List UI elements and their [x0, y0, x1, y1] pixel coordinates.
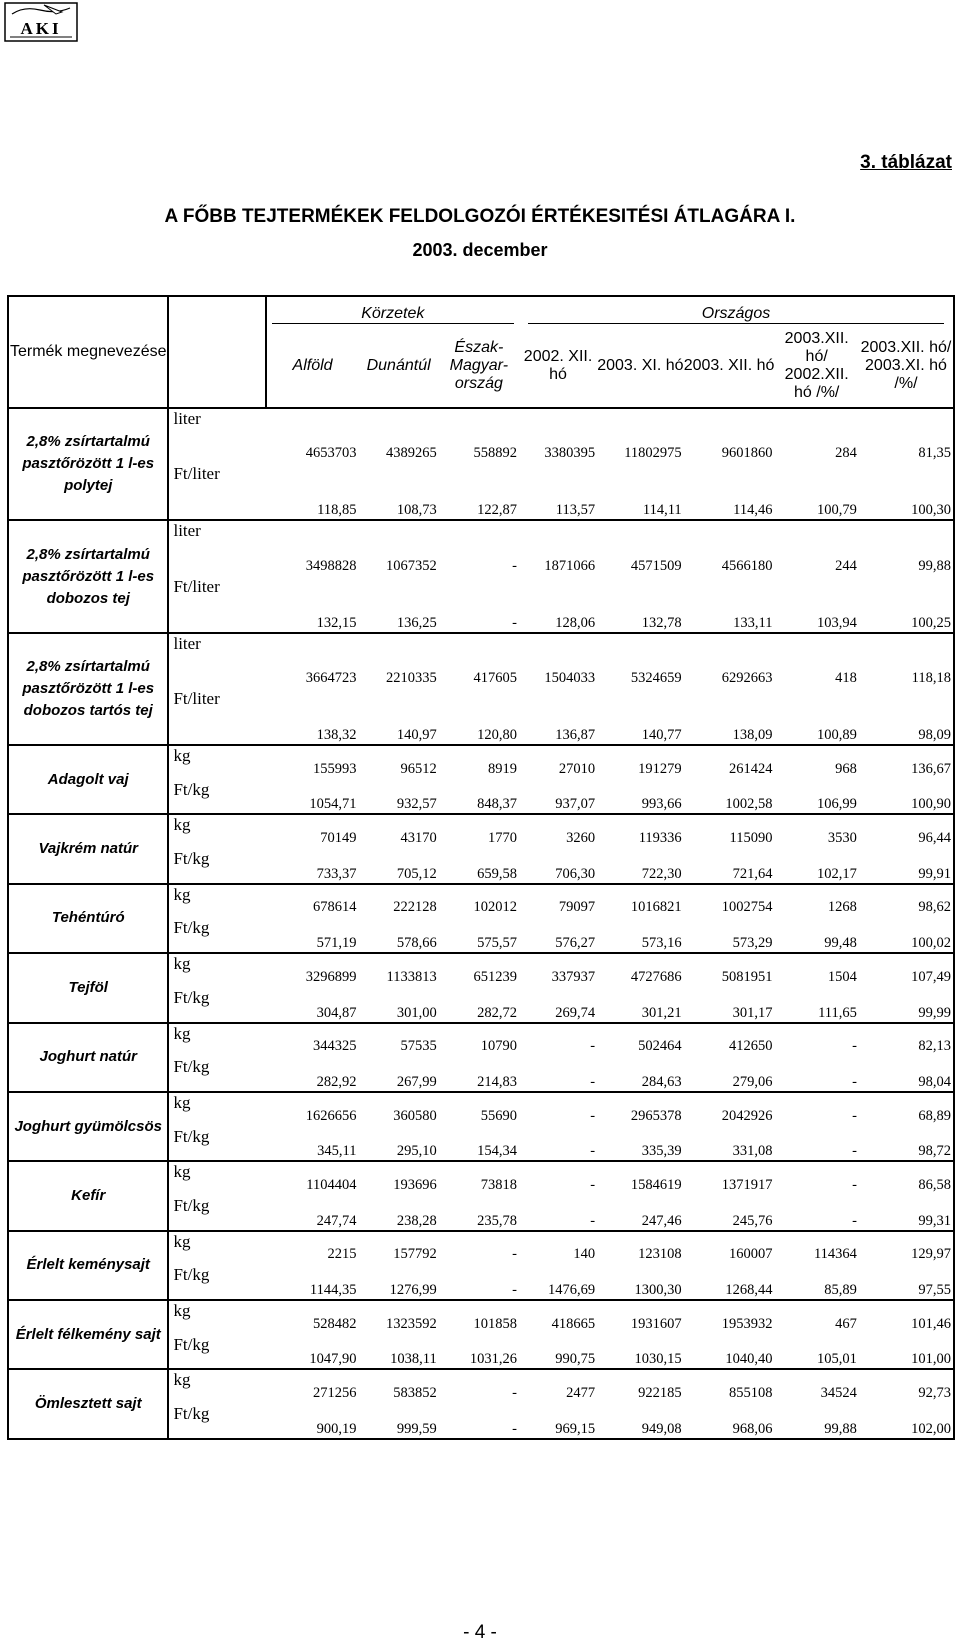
value-cell: 855108 [728, 1385, 773, 1402]
unit-cell: kg [173, 1301, 191, 1321]
value-cell: 573,16 [597, 918, 684, 953]
table-label: 3. táblázat [860, 152, 952, 173]
value-cell: 8919 [487, 760, 517, 777]
value-cell: 1626656 [305, 1107, 357, 1124]
value-cell: 214,83 [439, 1057, 519, 1092]
value-cell: 284 [835, 445, 857, 462]
table-row [8, 1369, 954, 1404]
value-cell: 1030,15 [597, 1335, 684, 1370]
value-cell: 721,64 [684, 849, 775, 884]
unit-cell: kg [173, 884, 191, 904]
product-name: Ömlesztett sajt [8, 1369, 168, 1439]
header-group-national: Országos [519, 296, 954, 324]
value-cell: 1054,71 [266, 780, 359, 815]
value-cell: 733,37 [266, 849, 359, 884]
value-cell: 118,18 [859, 633, 954, 689]
value-cell: 140 [573, 1246, 596, 1263]
value-cell: - [439, 1404, 519, 1439]
value-cell: 105,01 [774, 1335, 858, 1370]
table-row [8, 1300, 954, 1335]
value-cell: 98,04 [859, 1057, 954, 1092]
header-group-regions: Körzetek [266, 296, 519, 324]
value-cell: 1038,11 [359, 1335, 439, 1370]
table-row [8, 1023, 954, 1058]
value-cell: 2965378 [630, 1107, 682, 1124]
value-cell: 937,07 [519, 780, 597, 815]
value-cell: 160007 [728, 1246, 773, 1263]
product-name: Joghurt natúr [8, 1023, 168, 1092]
value-cell: 245,76 [684, 1196, 775, 1231]
value-cell: 133,11 [684, 577, 775, 633]
value-cell: 70149 [320, 830, 357, 847]
value-cell: 282,72 [439, 988, 519, 1023]
table-row [8, 953, 954, 988]
column-header: Dunántúl [359, 324, 439, 408]
unit-cell: Ft/kg [168, 918, 265, 953]
value-cell: 97,55 [859, 1265, 954, 1300]
value-cell: 129,97 [859, 1231, 954, 1266]
table-row [8, 520, 954, 576]
value-cell: 418665 [551, 1315, 596, 1332]
unit-cell: Ft/liter [168, 464, 265, 520]
unit-cell: kg [173, 1023, 191, 1043]
value-cell: 1584619 [630, 1176, 682, 1193]
value-cell: 1031,26 [439, 1335, 519, 1370]
value-cell: 3380395 [544, 445, 596, 462]
value-cell: 1953932 [721, 1315, 773, 1332]
value-cell: 5081951 [721, 968, 773, 985]
value-cell: 706,30 [519, 849, 597, 884]
value-cell: 1300,30 [597, 1265, 684, 1300]
value-cell: - [512, 557, 517, 574]
unit-cell: kg [173, 954, 191, 974]
column-header: 2003. XI. hó [597, 324, 684, 408]
value-cell: 2042926 [721, 1107, 773, 1124]
table-row [8, 884, 954, 919]
value-cell: 576,27 [519, 918, 597, 953]
unit-cell: Ft/kg [168, 849, 265, 884]
value-cell: 57535 [400, 1038, 437, 1055]
value-cell: - [774, 1127, 858, 1162]
column-header: 2002. XII. hó [519, 324, 597, 408]
value-cell: 111,65 [774, 988, 858, 1023]
value-cell: 1002754 [721, 899, 773, 916]
value-cell: 1476,69 [519, 1265, 597, 1300]
value-cell: 467 [835, 1315, 857, 1332]
value-cell: 417605 [473, 669, 517, 686]
value-cell: 583852 [393, 1385, 437, 1402]
column-header: 2003.XII. hó/ 2003.XI. hó /%/ [859, 324, 954, 408]
table-row [8, 633, 954, 689]
value-cell: 100,25 [859, 577, 954, 633]
value-cell: 9601860 [721, 445, 773, 462]
value-cell: 222128 [393, 899, 437, 916]
column-header: Alföld [266, 324, 359, 408]
value-cell: 999,59 [359, 1404, 439, 1439]
unit-cell: Ft/kg [168, 1127, 265, 1162]
unit-cell: kg [173, 1092, 191, 1112]
product-name: Tehéntúró [8, 884, 168, 953]
unit-cell: Ft/kg [168, 1404, 265, 1439]
value-cell: 101,46 [859, 1300, 954, 1335]
value-cell: 1504 [827, 968, 857, 985]
value-cell: 269,74 [519, 988, 597, 1023]
unit-cell: kg [173, 1162, 191, 1182]
value-cell: - [852, 1038, 857, 1055]
product-name: 2,8% zsírtartalmú pasztőrözött 1 l-es polytej [8, 408, 168, 520]
value-cell: - [852, 1107, 857, 1124]
value-cell: 34524 [820, 1385, 857, 1402]
value-cell: 122,87 [439, 464, 519, 520]
table-row [8, 1161, 954, 1196]
column-header: 2003. XII. hó [684, 324, 775, 408]
value-cell: 284,63 [597, 1057, 684, 1092]
header-product: Termék megnevezése [8, 296, 168, 408]
value-cell: 193696 [393, 1176, 437, 1193]
value-cell: 2210335 [385, 669, 437, 686]
page-title: A FŐBB TEJTERMÉKEK FELDOLGOZÓI ÉRTÉKESITÉSI ÁTLAGÁRA I. [164, 206, 796, 227]
value-cell: 238,28 [359, 1196, 439, 1231]
value-cell: 136,25 [359, 577, 439, 633]
product-name: Tejföl [8, 953, 168, 1022]
unit-cell: kg [173, 1370, 191, 1390]
value-cell: 136,87 [519, 689, 597, 745]
value-cell: 27010 [558, 760, 596, 777]
unit-cell: kg [173, 746, 191, 766]
value-cell: 578,66 [359, 918, 439, 953]
value-cell: 345,11 [266, 1127, 359, 1162]
value-cell: 155993 [313, 760, 357, 777]
unit-cell: Ft/kg [168, 1057, 265, 1092]
value-cell: 705,12 [359, 849, 439, 884]
value-cell: 103,94 [774, 577, 858, 633]
column-header: 2003.XII. hó/ 2002.XII. hó /%/ [774, 324, 858, 408]
value-cell: 932,57 [359, 780, 439, 815]
price-table [7, 295, 955, 1440]
value-cell: 79097 [558, 899, 596, 916]
value-cell: 86,58 [859, 1161, 954, 1196]
value-cell: 119336 [638, 830, 682, 847]
value-cell: 82,13 [859, 1023, 954, 1058]
unit-cell: liter [173, 521, 201, 541]
value-cell: 1871066 [544, 557, 596, 574]
value-cell: 4653703 [305, 445, 357, 462]
value-cell: 969,15 [519, 1404, 597, 1439]
value-cell: 100,30 [859, 464, 954, 520]
value-cell: - [590, 1176, 596, 1193]
value-cell: 1371917 [721, 1176, 773, 1193]
value-cell: 993,66 [597, 780, 684, 815]
value-cell: 344325 [313, 1038, 357, 1055]
product-name: Vajkrém natúr [8, 814, 168, 883]
value-cell: 659,58 [439, 849, 519, 884]
page-number: - 4 - [463, 1622, 497, 1643]
unit-cell: Ft/liter [168, 577, 265, 633]
value-cell: 1931607 [630, 1315, 682, 1332]
unit-cell: Ft/liter [168, 689, 265, 745]
value-cell: 1276,99 [359, 1265, 439, 1300]
value-cell: 107,49 [859, 953, 954, 988]
value-cell: 502464 [638, 1038, 682, 1055]
value-cell: 101,00 [859, 1335, 954, 1370]
value-cell: 120,80 [439, 689, 519, 745]
product-name: Adagolt vaj [8, 745, 168, 814]
value-cell: - [590, 1107, 596, 1124]
product-name: 2,8% zsírtartalmú pasztőrözött 1 l-es dobozos tartós tej [8, 633, 168, 745]
product-name: Kefír [8, 1161, 168, 1230]
value-cell: 282,92 [266, 1057, 359, 1092]
value-cell: 558892 [473, 445, 517, 462]
value-cell: 1770 [487, 830, 517, 847]
value-cell: 138,32 [266, 689, 359, 745]
unit-cell: kg [173, 815, 191, 835]
value-cell: 118,85 [266, 464, 359, 520]
value-cell: 136,67 [859, 745, 954, 780]
product-name: Érlelt keménysajt [8, 1231, 168, 1300]
value-cell: 98,72 [859, 1127, 954, 1162]
value-cell: 6292663 [721, 669, 773, 686]
value-cell: 261424 [728, 760, 773, 777]
value-cell: 1268 [827, 899, 857, 916]
value-cell: - [774, 1196, 858, 1231]
value-cell: 68,89 [859, 1092, 954, 1127]
value-cell: 10790 [480, 1038, 517, 1055]
value-cell: 304,87 [266, 988, 359, 1023]
value-cell: - [439, 577, 519, 633]
value-cell: 154,34 [439, 1127, 519, 1162]
table-row [8, 814, 954, 849]
value-cell: 114364 [813, 1246, 857, 1263]
value-cell: 575,57 [439, 918, 519, 953]
value-cell: 102,00 [859, 1404, 954, 1439]
value-cell: 140,77 [597, 689, 684, 745]
value-cell: 848,37 [439, 780, 519, 815]
value-cell: 3296899 [305, 968, 357, 985]
value-cell: 102012 [473, 899, 517, 916]
value-cell: 4571509 [630, 557, 682, 574]
value-cell: 85,89 [774, 1265, 858, 1300]
value-cell: 92,73 [859, 1369, 954, 1404]
product-name: Érlelt félkemény sajt [8, 1300, 168, 1369]
value-cell: - [439, 1265, 519, 1300]
value-cell: 3498828 [305, 557, 357, 574]
unit-cell: liter [173, 633, 201, 653]
value-cell: 573,29 [684, 918, 775, 953]
value-cell: 949,08 [597, 1404, 684, 1439]
value-cell: 132,78 [597, 577, 684, 633]
value-cell: 4566180 [721, 557, 773, 574]
table-row [8, 1231, 954, 1266]
value-cell: 922185 [638, 1385, 682, 1402]
value-cell: 114,11 [597, 464, 684, 520]
table-row [8, 745, 954, 780]
value-cell: 123108 [638, 1246, 682, 1263]
value-cell: 100,89 [774, 689, 858, 745]
product-name: 2,8% zsírtartalmú pasztőrözött 1 l-es dobozos tej [8, 520, 168, 632]
value-cell: 528482 [313, 1315, 357, 1332]
value-cell: 900,19 [266, 1404, 359, 1439]
value-cell: 235,78 [439, 1196, 519, 1231]
unit-cell: liter [173, 409, 201, 428]
value-cell: 100,02 [859, 918, 954, 953]
value-cell: 412650 [728, 1038, 773, 1055]
value-cell: 73818 [480, 1176, 517, 1193]
value-cell: 1504033 [544, 669, 596, 686]
value-cell: 99,88 [859, 520, 954, 576]
value-cell: 295,10 [359, 1127, 439, 1162]
value-cell: 113,57 [519, 464, 597, 520]
value-cell: - [852, 1176, 857, 1193]
value-cell: 331,08 [684, 1127, 775, 1162]
product-name: Joghurt gyümölcsös [8, 1092, 168, 1161]
value-cell: 418 [835, 669, 857, 686]
unit-cell: Ft/kg [168, 1196, 265, 1231]
value-cell: 571,19 [266, 918, 359, 953]
value-cell: 106,99 [774, 780, 858, 815]
value-cell: 100,90 [859, 780, 954, 815]
unit-cell: kg [173, 1231, 191, 1251]
value-cell: 55690 [480, 1107, 517, 1124]
value-cell: 651239 [473, 968, 517, 985]
value-cell: - [519, 1127, 597, 1162]
unit-cell: Ft/kg [168, 1335, 265, 1370]
value-cell: - [519, 1057, 597, 1092]
table-row [8, 408, 954, 464]
value-cell: 99,88 [774, 1404, 858, 1439]
value-cell: 3530 [827, 830, 857, 847]
value-cell: 191279 [638, 760, 682, 777]
value-cell: - [774, 1057, 858, 1092]
value-cell: 279,06 [684, 1057, 775, 1092]
value-cell: 247,46 [597, 1196, 684, 1231]
table-row [8, 1092, 954, 1127]
value-cell: 360580 [393, 1107, 437, 1124]
value-cell: 1067352 [385, 557, 437, 574]
value-cell: 2477 [566, 1385, 596, 1402]
value-cell: 98,62 [859, 884, 954, 919]
value-cell: 99,99 [859, 988, 954, 1023]
value-cell: 96512 [400, 760, 437, 777]
value-cell: 244 [835, 557, 857, 574]
aki-logo [4, 2, 78, 42]
unit-cell: Ft/kg [168, 988, 265, 1023]
value-cell: 3260 [566, 830, 596, 847]
value-cell: 11802975 [624, 445, 682, 462]
value-cell: 1016821 [630, 899, 682, 916]
value-cell: 100,79 [774, 464, 858, 520]
value-cell: 99,31 [859, 1196, 954, 1231]
value-cell: - [512, 1385, 517, 1402]
value-cell: 1268,44 [684, 1265, 775, 1300]
value-cell: 140,97 [359, 689, 439, 745]
value-cell: 132,15 [266, 577, 359, 633]
value-cell: 157792 [393, 1246, 437, 1263]
logo-text: AKI [20, 19, 62, 38]
value-cell: 43170 [400, 830, 437, 847]
value-cell: 128,06 [519, 577, 597, 633]
value-cell: 337937 [551, 968, 596, 985]
value-cell: 678614 [313, 899, 357, 916]
value-cell: - [590, 1038, 596, 1055]
value-cell: - [512, 1246, 517, 1263]
value-cell: 99,91 [859, 849, 954, 884]
value-cell: 4727686 [630, 968, 682, 985]
value-cell: 3664723 [305, 669, 357, 686]
value-cell: - [519, 1196, 597, 1231]
value-cell: 1323592 [385, 1315, 437, 1332]
value-cell: 115090 [729, 830, 773, 847]
value-cell: 301,21 [597, 988, 684, 1023]
value-cell: 81,35 [859, 408, 954, 464]
value-cell: 2215 [327, 1246, 357, 1263]
value-cell: 1133813 [386, 968, 437, 985]
value-cell: 990,75 [519, 1335, 597, 1370]
value-cell: 968 [835, 760, 857, 777]
value-cell: 96,44 [859, 814, 954, 849]
value-cell: 114,46 [684, 464, 775, 520]
value-cell: 335,39 [597, 1127, 684, 1162]
value-cell: 301,17 [684, 988, 775, 1023]
value-cell: 138,09 [684, 689, 775, 745]
value-cell: 102,17 [774, 849, 858, 884]
value-cell: 5324659 [630, 669, 682, 686]
value-cell: 267,99 [359, 1057, 439, 1092]
value-cell: 271256 [313, 1385, 357, 1402]
value-cell: 968,06 [684, 1404, 775, 1439]
value-cell: 101858 [473, 1315, 517, 1332]
value-cell: 98,09 [859, 689, 954, 745]
column-header: Észak-Magyar-ország [439, 324, 519, 408]
value-cell: 247,74 [266, 1196, 359, 1231]
value-cell: 4389265 [385, 445, 437, 462]
value-cell: 1144,35 [266, 1265, 359, 1300]
value-cell: 1104404 [306, 1176, 357, 1193]
value-cell: 1047,90 [266, 1335, 359, 1370]
header-unit [168, 296, 265, 408]
value-cell: 1040,40 [684, 1335, 775, 1370]
value-cell: 99,48 [774, 918, 858, 953]
value-cell: 108,73 [359, 464, 439, 520]
unit-cell: Ft/kg [168, 780, 265, 815]
value-cell: 1002,58 [684, 780, 775, 815]
value-cell: 722,30 [597, 849, 684, 884]
value-cell: 301,00 [359, 988, 439, 1023]
unit-cell: Ft/kg [168, 1265, 265, 1300]
page-subtitle: 2003. december [412, 240, 548, 260]
